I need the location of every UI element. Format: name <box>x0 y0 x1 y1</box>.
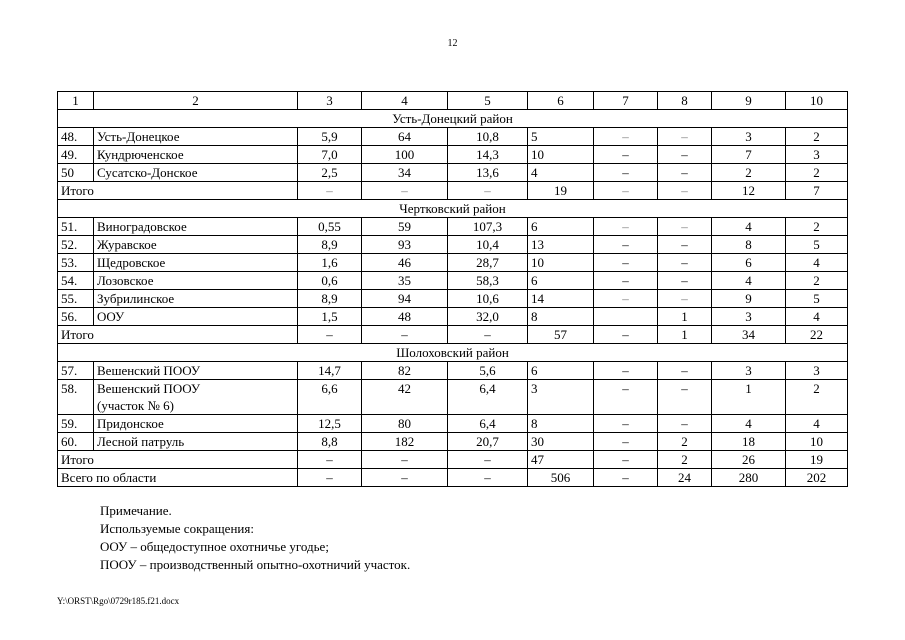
value-cell: 5,6 <box>448 362 528 380</box>
value-cell: – <box>658 236 712 254</box>
value-cell: 20,7 <box>448 433 528 451</box>
value-cell: – <box>658 362 712 380</box>
page-number: 12 <box>447 38 458 49</box>
ground-name: Журавское <box>94 236 298 254</box>
value-cell: 24 <box>658 469 712 487</box>
table-row <box>58 290 848 308</box>
value-cell: 8,8 <box>298 433 362 451</box>
value-cell: 42 <box>362 380 448 415</box>
table-row <box>58 146 848 164</box>
value-cell: – <box>362 182 448 200</box>
value-cell: 8,9 <box>298 290 362 308</box>
note-line: Используемые сокращения: <box>100 521 254 536</box>
value-cell: – <box>658 146 712 164</box>
table-row <box>58 218 848 236</box>
value-cell: 59 <box>362 218 448 236</box>
value-cell: – <box>594 128 658 146</box>
value-cell: – <box>448 469 528 487</box>
row-number: 58. <box>58 380 94 415</box>
value-cell: – <box>362 451 448 469</box>
value-cell: 2 <box>786 218 848 236</box>
value-cell: 2 <box>712 164 786 182</box>
ground-name: Щедровское <box>94 254 298 272</box>
value-cell: 2 <box>786 272 848 290</box>
value-cell: 22 <box>786 326 848 344</box>
value-cell: 34 <box>712 326 786 344</box>
value-cell: 10 <box>528 254 594 272</box>
ground-name-line: (участок № 6) <box>97 398 174 413</box>
value-cell: 5 <box>528 128 594 146</box>
header-row <box>58 92 848 110</box>
value-cell: 100 <box>362 146 448 164</box>
value-cell: 4 <box>786 254 848 272</box>
value-cell: 10,6 <box>448 290 528 308</box>
row-number: 55. <box>58 290 94 308</box>
header-cell: 10 <box>786 92 848 110</box>
value-cell: 13,6 <box>448 164 528 182</box>
subtotal-row <box>58 451 848 469</box>
value-cell: 10 <box>786 433 848 451</box>
ground-name: Виноградовское <box>94 218 298 236</box>
ground-name <box>94 380 298 415</box>
value-cell: 10 <box>528 146 594 164</box>
value-cell: – <box>448 326 528 344</box>
value-cell: 46 <box>362 254 448 272</box>
ground-name: Усть-Донецкое <box>94 128 298 146</box>
ground-name: ООУ <box>94 308 298 326</box>
subtotal-row <box>58 182 848 200</box>
value-cell: 14,7 <box>298 362 362 380</box>
value-cell: 26 <box>712 451 786 469</box>
value-cell: – <box>658 290 712 308</box>
value-cell: – <box>658 128 712 146</box>
value-cell: – <box>362 326 448 344</box>
value-cell: 2 <box>786 380 848 415</box>
header-cell: 4 <box>362 92 448 110</box>
value-cell: 1,6 <box>298 254 362 272</box>
value-cell: 6,6 <box>298 380 362 415</box>
value-cell: 4 <box>786 415 848 433</box>
value-cell: 58,3 <box>448 272 528 290</box>
row-number: 54. <box>58 272 94 290</box>
value-cell: 5,9 <box>298 128 362 146</box>
value-cell: 93 <box>362 236 448 254</box>
ground-name: Зубрилинское <box>94 290 298 308</box>
value-cell: – <box>448 451 528 469</box>
value-cell: – <box>658 380 712 415</box>
ground-name: Вешенский ПООУ <box>94 362 298 380</box>
value-cell: – <box>448 182 528 200</box>
value-cell: 182 <box>362 433 448 451</box>
value-cell: 3 <box>528 380 594 415</box>
value-cell: – <box>658 415 712 433</box>
table-row <box>58 236 848 254</box>
value-cell: 3 <box>712 128 786 146</box>
value-cell: 4 <box>712 218 786 236</box>
row-number: 52. <box>58 236 94 254</box>
value-cell: 10,4 <box>448 236 528 254</box>
grand-total-label: Всего по области <box>58 469 298 487</box>
note-line: ООУ – общедоступное охотничье угодье; <box>100 539 329 554</box>
value-cell: 202 <box>786 469 848 487</box>
value-cell: – <box>594 415 658 433</box>
value-cell: 2,5 <box>298 164 362 182</box>
value-cell: – <box>594 433 658 451</box>
value-cell: 18 <box>712 433 786 451</box>
value-cell: – <box>594 326 658 344</box>
value-cell: – <box>594 254 658 272</box>
value-cell: – <box>658 272 712 290</box>
value-cell: 2 <box>786 128 848 146</box>
row-number: 48. <box>58 128 94 146</box>
value-cell: 5 <box>786 236 848 254</box>
value-cell: 6 <box>528 272 594 290</box>
section-title: Шолоховский район <box>58 344 848 362</box>
row-number: 51. <box>58 218 94 236</box>
value-cell: 7,0 <box>298 146 362 164</box>
row-number: 59. <box>58 415 94 433</box>
table-row <box>58 128 848 146</box>
header-cell: 9 <box>712 92 786 110</box>
table-row <box>58 272 848 290</box>
file-path-footer: Y:\ORST\Rgo\0729r185.f21.docx <box>57 596 180 606</box>
value-cell: – <box>658 164 712 182</box>
subtotal-label: Итого <box>58 451 298 469</box>
value-cell: 3 <box>786 146 848 164</box>
grand-total-row <box>58 469 848 487</box>
value-cell: – <box>594 451 658 469</box>
value-cell: 8 <box>712 236 786 254</box>
value-cell: 4 <box>786 308 848 326</box>
value-cell: 13 <box>528 236 594 254</box>
value-cell: – <box>594 218 658 236</box>
value-cell: 10,8 <box>448 128 528 146</box>
ground-name-line: Вешенский ПООУ <box>97 381 201 396</box>
value-cell: 19 <box>528 182 594 200</box>
section-title: Чертковский район <box>58 200 848 218</box>
value-cell: 2 <box>658 433 712 451</box>
hunting-grounds-table <box>57 91 848 487</box>
value-cell: 6 <box>528 362 594 380</box>
value-cell: 19 <box>786 451 848 469</box>
ground-name: Кундрюченское <box>94 146 298 164</box>
value-cell: 2 <box>658 451 712 469</box>
section-title: Усть-Донецкий район <box>58 110 848 128</box>
value-cell: – <box>594 146 658 164</box>
value-cell: 6,4 <box>448 380 528 415</box>
value-cell: – <box>298 469 362 487</box>
value-cell: 64 <box>362 128 448 146</box>
value-cell: 14,3 <box>448 146 528 164</box>
value-cell: 2 <box>786 164 848 182</box>
value-cell: 1 <box>712 380 786 415</box>
value-cell: 7 <box>712 146 786 164</box>
value-cell: – <box>594 380 658 415</box>
table-row <box>58 308 848 326</box>
value-cell: 8 <box>528 415 594 433</box>
note-line: ПООУ – производственный опытно-охотничий участок. <box>100 557 411 572</box>
value-cell: – <box>658 254 712 272</box>
value-cell: 35 <box>362 272 448 290</box>
value-cell: – <box>594 164 658 182</box>
value-cell: – <box>658 218 712 236</box>
value-cell: – <box>362 469 448 487</box>
header-cell: 3 <box>298 92 362 110</box>
value-cell: 4 <box>712 272 786 290</box>
value-cell: 32,0 <box>448 308 528 326</box>
value-cell: – <box>594 236 658 254</box>
value-cell: 57 <box>528 326 594 344</box>
table-row <box>58 433 848 451</box>
ground-name: Лесной патруль <box>94 433 298 451</box>
header-cell: 6 <box>528 92 594 110</box>
value-cell: 9 <box>712 290 786 308</box>
table-row <box>58 164 848 182</box>
value-cell: 8 <box>528 308 594 326</box>
value-cell: – <box>594 290 658 308</box>
value-cell: 28,7 <box>448 254 528 272</box>
value-cell: 6 <box>712 254 786 272</box>
value-cell: – <box>298 182 362 200</box>
row-number: 56. <box>58 308 94 326</box>
value-cell: 0,55 <box>298 218 362 236</box>
note-line: Примечание. <box>100 503 172 518</box>
value-cell: 280 <box>712 469 786 487</box>
header-cell: 8 <box>658 92 712 110</box>
header-cell: 5 <box>448 92 528 110</box>
row-number: 53. <box>58 254 94 272</box>
value-cell: 6 <box>528 218 594 236</box>
value-cell: 14 <box>528 290 594 308</box>
value-cell: – <box>298 326 362 344</box>
value-cell: 1,5 <box>298 308 362 326</box>
value-cell: 8,9 <box>298 236 362 254</box>
row-number: 60. <box>58 433 94 451</box>
row-number: 50 <box>58 164 94 182</box>
value-cell: 506 <box>528 469 594 487</box>
section-title-row <box>58 200 848 218</box>
value-cell: 107,3 <box>448 218 528 236</box>
value-cell: 4 <box>712 415 786 433</box>
value-cell: 4 <box>528 164 594 182</box>
value-cell: 0,6 <box>298 272 362 290</box>
value-cell: 47 <box>528 451 594 469</box>
row-number: 49. <box>58 146 94 164</box>
ground-name: Сусатско-Донское <box>94 164 298 182</box>
value-cell: 80 <box>362 415 448 433</box>
value-cell: 12,5 <box>298 415 362 433</box>
table-row <box>58 362 848 380</box>
table-row <box>58 415 848 433</box>
notes-block <box>100 502 410 574</box>
ground-name: Придонское <box>94 415 298 433</box>
value-cell: 30 <box>528 433 594 451</box>
value-cell: 7 <box>786 182 848 200</box>
value-cell: – <box>594 182 658 200</box>
value-cell: – <box>298 451 362 469</box>
subtotal-label: Итого <box>58 326 298 344</box>
value-cell: 6,4 <box>448 415 528 433</box>
header-cell: 1 <box>58 92 94 110</box>
value-cell: 82 <box>362 362 448 380</box>
value-cell: 3 <box>712 308 786 326</box>
value-cell: 94 <box>362 290 448 308</box>
table-row <box>58 380 848 415</box>
value-cell <box>594 308 658 326</box>
value-cell: – <box>594 469 658 487</box>
table-row <box>58 254 848 272</box>
subtotal-label: Итого <box>58 182 298 200</box>
header-cell: 7 <box>594 92 658 110</box>
value-cell: 3 <box>712 362 786 380</box>
header-cell: 2 <box>94 92 298 110</box>
section-title-row <box>58 344 848 362</box>
value-cell: – <box>594 362 658 380</box>
value-cell: 1 <box>658 308 712 326</box>
section-title-row <box>58 110 848 128</box>
subtotal-row <box>58 326 848 344</box>
value-cell: – <box>658 182 712 200</box>
value-cell: – <box>594 272 658 290</box>
value-cell: 3 <box>786 362 848 380</box>
value-cell: 48 <box>362 308 448 326</box>
row-number: 57. <box>58 362 94 380</box>
value-cell: 5 <box>786 290 848 308</box>
value-cell: 1 <box>658 326 712 344</box>
value-cell: 34 <box>362 164 448 182</box>
value-cell: 12 <box>712 182 786 200</box>
ground-name: Лозовское <box>94 272 298 290</box>
